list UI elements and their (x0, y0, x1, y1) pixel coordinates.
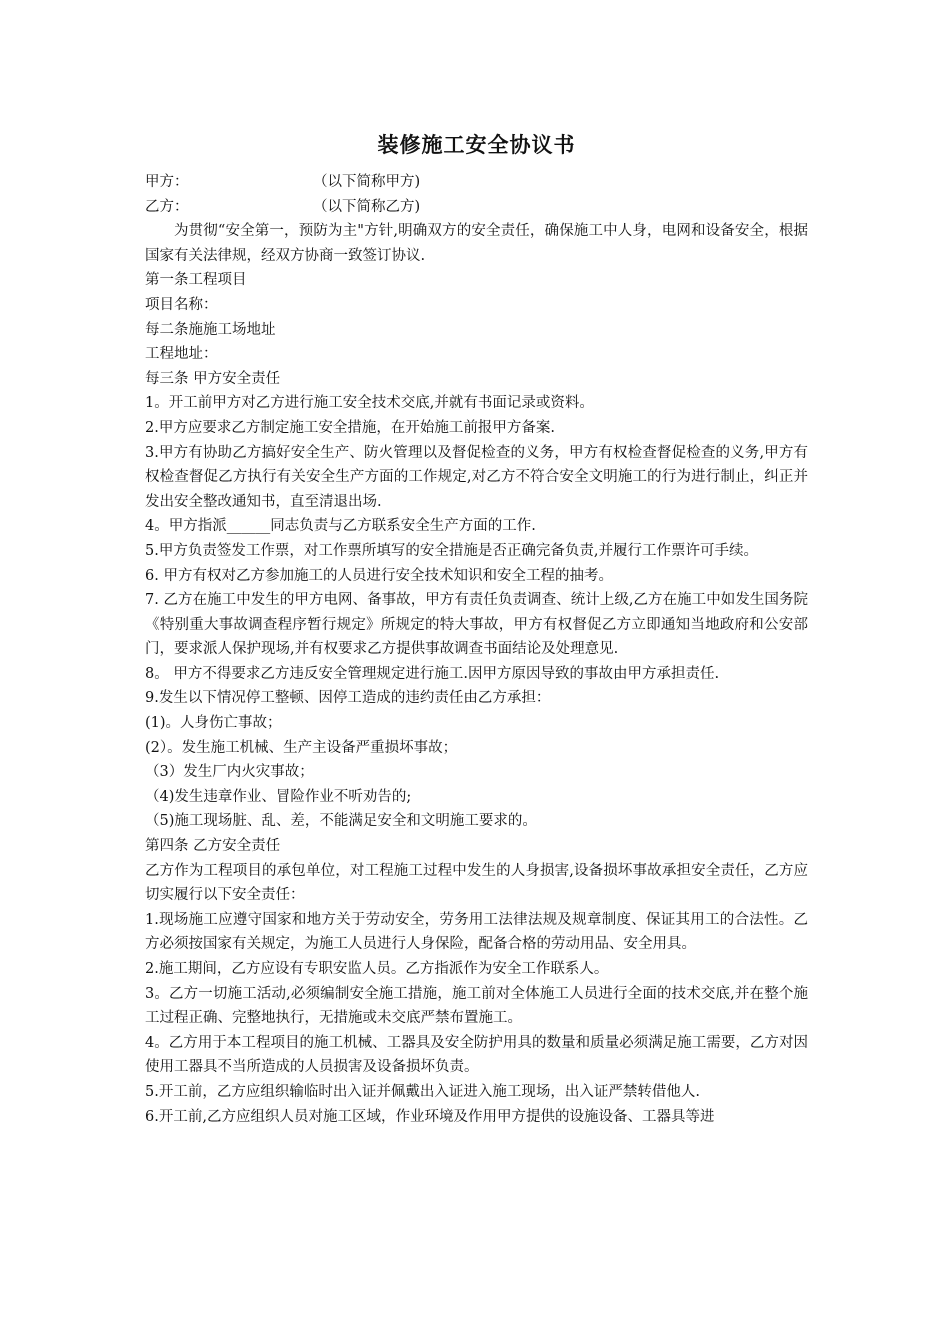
paragraph: 6. 甲方有权对乙方参加施工的人员进行安全技术知识和安全工程的抽考。 (145, 567, 613, 584)
paragraph: 每二条施施工场地址 (145, 321, 276, 338)
paragraph: 第四条 乙方安全责任 (145, 838, 281, 855)
paragraph: 2.施工期间，乙方应设有专职安监人员。乙方指派作为安全工作联系人。 (145, 961, 609, 977)
party-a-note: （以下简称甲方) (313, 174, 421, 190)
paragraph: 4。甲方指派______同志负责与乙方联系安全生产方面的工作. (145, 518, 536, 535)
paragraph: 工程地址： (145, 346, 218, 363)
intro-paragraph: 为贯彻“安全第一，预防为主"方针,明确双方的安全责任，确保施工中人身，电网和设备安全，根据国家有关法律规，经双方协商一致签订协议. (145, 223, 808, 264)
paragraph: 5.开工前，乙方应组织输临时出入证并佩戴出入证进入施工现场，出入证严禁转借他人. (145, 1083, 700, 1100)
paragraph: 5.甲方负责签发工作票，对工作票所填写的安全措施是否正确完备负责,并履行工作票许可手续。 (145, 542, 758, 559)
paragraph: 6.开工前,乙方应组织人员对施工区域，作业环境及作用甲方提供的设施设备、工器具等进 (145, 1108, 715, 1125)
paragraph: 4。乙方用于本工程项目的施工机械、工器具及安全防护用具的数量和质量必须满足施工需要，乙方对因使用工器具不当所造成的人员损害及设备损坏负责。 (145, 1034, 808, 1076)
paragraph: 9.发生以下情况停工整顿、因停工造成的违约责任由乙方承担： (145, 690, 551, 707)
paragraph: （5)施工现场脏、乱、差，不能满足安全和文明施工要求的。 (145, 813, 537, 830)
paragraph: 第一条工程项目 (145, 272, 247, 289)
document-title: 装修施工安全协议书 (377, 133, 576, 157)
paragraph-list (145, 268, 808, 1129)
paragraph: 3。乙方一切施工活动,必须编制安全施工措施，施工前对全体施工人员进行全面的技术交底,并在整个施工过程正确、完整地执行，无措施或未交底严禁布置施工。 (145, 985, 808, 1027)
party-a-line (145, 170, 808, 195)
party-b-label: 乙方： (145, 198, 189, 215)
document-page (145, 118, 808, 1129)
paragraph: 8。 甲方不得要求乙方违反安全管理规定进行施工.因甲方原因导致的事故由甲方承担责任. (145, 665, 720, 682)
paragraph: (2）。发生施工机械、生产主设备严重损坏事故； (145, 739, 458, 756)
paragraph: 3.甲方有协助乙方搞好安全生产、防火管理以及督促检查的义务，甲方有权检查督促检查的义务,甲方有权检查督促乙方执行有关安全生产方面的工作规定,对乙方不符合安全文明施工的行为进行制止，纠正并发出安全整改通知书，直至清退出场. (145, 444, 808, 510)
paragraph: 7. 乙方在施工中发生的甲方电网、备事故，甲方有责任负责调查、统计上级,乙方在施工中如发生国务院《特别重大事故调查程序暂行规定》所规定的特大事故，甲方有权督促乙方立即通知当地政府和公安部门，要求派人保护现场,并有权要求乙方提供事故调查书面结论及处理意见. (145, 592, 808, 658)
paragraph: (1)。人身伤亡事故； (145, 715, 282, 732)
paragraph: 每三条 甲方安全责任 (145, 370, 281, 387)
party-a-label: 甲方： (145, 174, 189, 190)
paragraph: （3）发生厂内火灾事故； (145, 764, 314, 781)
paragraph: （4)发生违章作业、冒险作业不听劝告的; (145, 788, 412, 805)
party-b-note: （以下简称乙方) (313, 198, 421, 215)
paragraph: 1.现场施工应遵守国家和地方关于劳动安全，劳务用工法律法规及规章制度、保证其用工的合法性。乙方必须按国家有关规定，为施工人员进行人身保险，配备合格的劳动用品、安全用具。 (145, 911, 808, 953)
paragraph: 项目名称： (145, 296, 218, 313)
party-b-line (145, 195, 808, 220)
paragraph: 1。开工前甲方对乙方进行施工安全技术交底,并就有书面记录或资料。 (145, 395, 594, 412)
paragraph: 2.甲方应要求乙方制定施工安全措施，在开始施工前报甲方备案. (145, 419, 555, 436)
paragraph: 乙方作为工程项目的承包单位，对工程施工过程中发生的人身损害,设备损坏事故承担安全责任，乙方应切实履行以下安全责任： (145, 862, 808, 904)
